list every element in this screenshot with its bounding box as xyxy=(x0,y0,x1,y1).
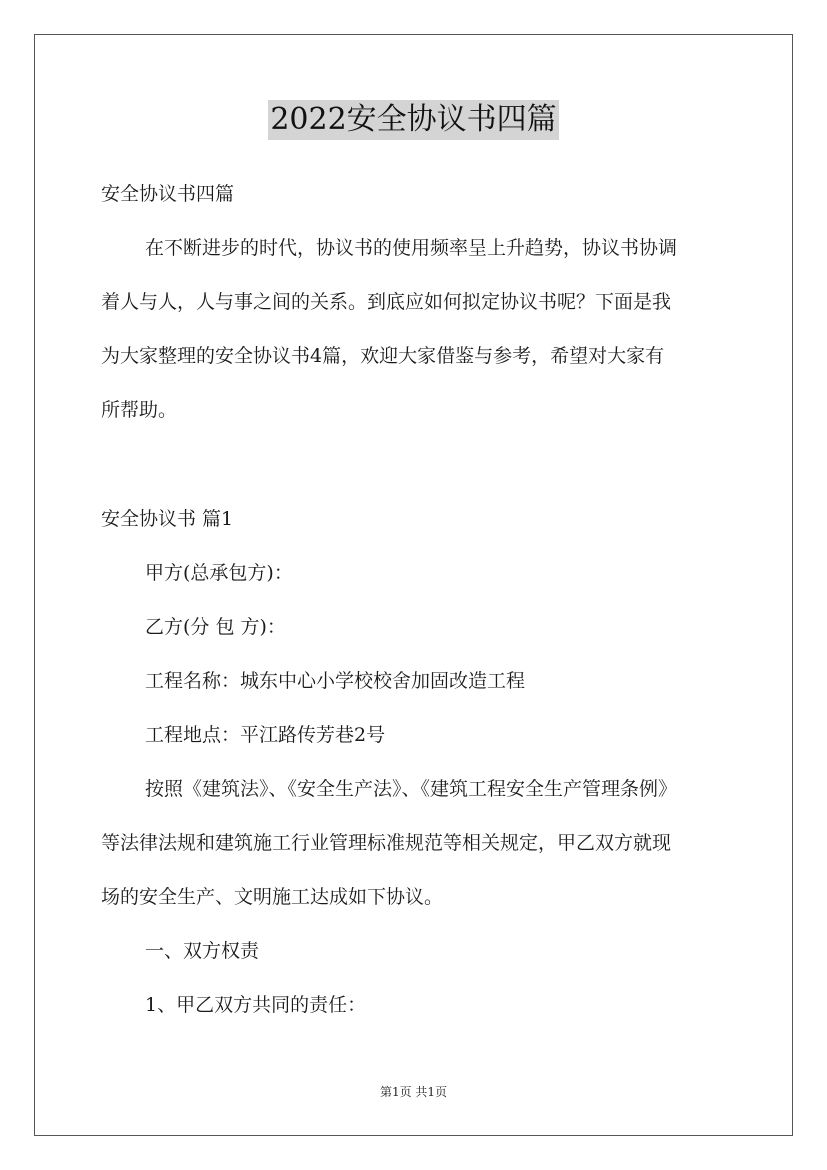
section-heading: 安全协议书 篇1 xyxy=(101,508,234,530)
basis-line-1: 按照《建筑法》、《安全生产法》、《建筑工程安全生产管理条例》 xyxy=(145,778,678,800)
intro-line-3: 为大家整理的安全协议书4篇，欢迎大家借鉴与参考，希望对大家有 xyxy=(101,345,665,367)
page-footer: 第1页 共1页 xyxy=(379,1085,448,1099)
project-location: 工程地点：平江路传芳巷2号 xyxy=(145,724,386,746)
intro-line-4: 所帮助。 xyxy=(101,399,178,421)
clause-1-1: 1、甲乙双方共同的责任： xyxy=(145,994,367,1016)
clause-1: 一、双方权责 xyxy=(145,940,260,962)
intro-line-2: 着人与人，人与事之间的关系。到底应如何拟定协议书呢？下面是我 xyxy=(101,291,672,313)
title-container xyxy=(0,100,827,140)
party-b: 乙方(分 包 方)： xyxy=(145,616,286,638)
document-subtitle: 安全协议书四篇 xyxy=(101,183,235,205)
intro-line-1: 在不断进步的时代，协议书的使用频率呈上升趋势，协议书协调 xyxy=(145,237,678,259)
project-name: 工程名称：城东中心小学校校舍加固改造工程 xyxy=(145,670,526,692)
basis-line-2: 等法律法规和建筑施工行业管理标准规范等相关规定，甲乙双方就现 xyxy=(101,832,672,854)
party-a: 甲方(总承包方)： xyxy=(145,562,293,584)
document-title: 2022安全协议书四篇 xyxy=(268,100,558,140)
basis-line-3: 场的安全生产、文明施工达成如下协议。 xyxy=(101,886,444,908)
